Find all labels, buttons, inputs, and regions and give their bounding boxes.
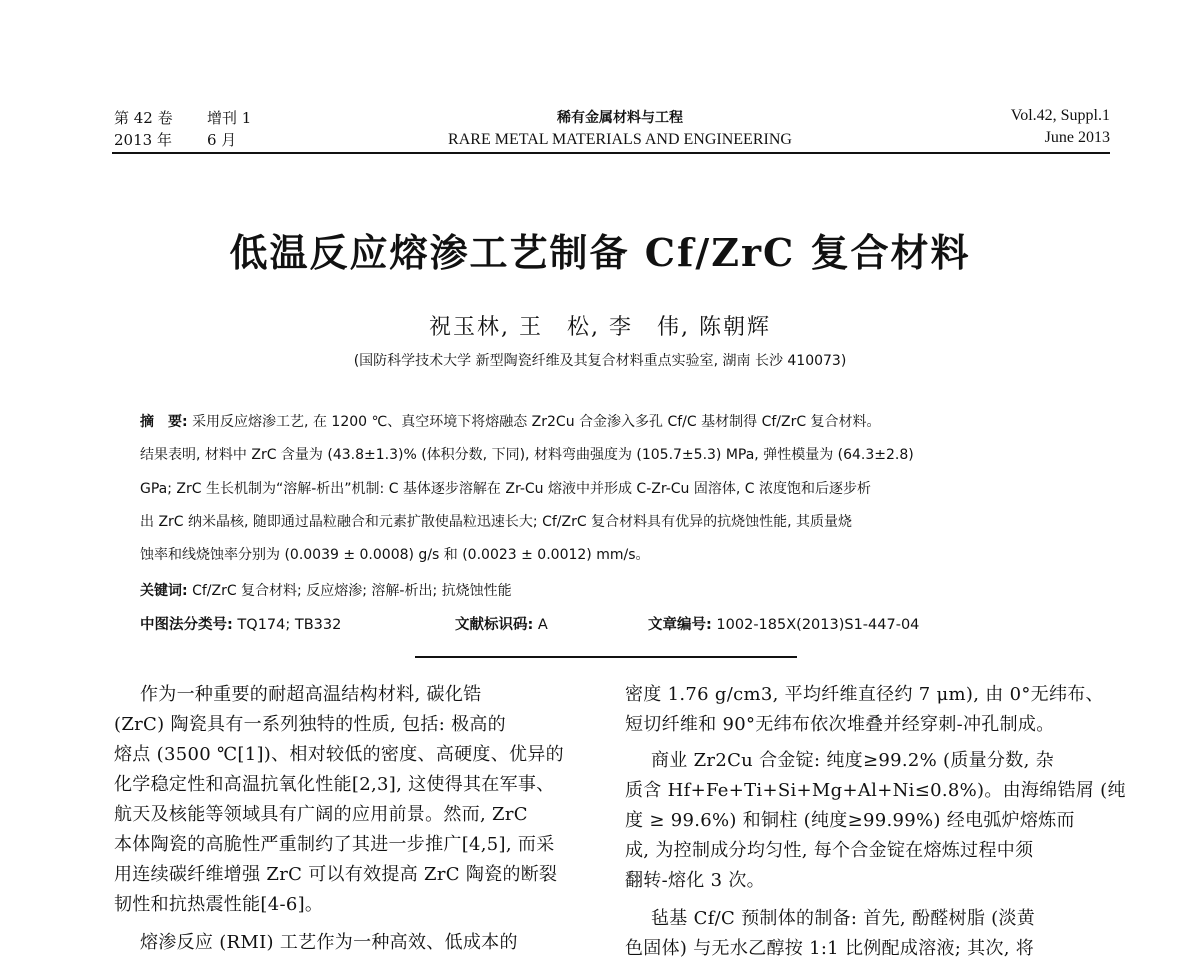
body-line: 作为一种重要的耐超高温结构材料, 碳化锆 (140, 684, 482, 705)
issue-cn: 增刊 1 (207, 109, 252, 127)
body-line: 熔渗反应 (RMI) 工艺作为一种高效、低成本的 (140, 932, 518, 953)
header-rule (112, 152, 1110, 154)
keywords-text: Cf/ZrC 复合材料; 反应熔渗; 溶解-析出; 抗烧蚀性能 (192, 583, 512, 599)
body-line: (ZrC) 陶瓷具有一系列独特的性质, 包括: 极高的 (114, 714, 506, 735)
month-cn: 6 月 (207, 131, 237, 149)
article-label: 文章编号: (648, 617, 712, 633)
abstract-line: 蚀率和线烧蚀率分别为 (0.0039 ± 0.0008) g/s 和 (0.0023 ± 0.0012) mm/s。 (140, 547, 650, 563)
doc-value: A (537, 617, 548, 633)
doc-label: 文献标识码: (455, 617, 534, 633)
body-line: 度 ≥ 99.6%) 和铜柱 (纯度≥99.99%) 经电弧炉熔炼而 (625, 810, 1075, 831)
body-line: 质含 Hf+Fe+Ti+Si+Mg+Al+Ni≤0.8%)。由海绵锆屑 (纯 (625, 780, 1126, 801)
journal-title-en: RARE METAL MATERIALS AND ENGINEERING (448, 131, 792, 148)
body-line: 色固体) 与无水乙醇按 1:1 比例配成溶液; 其次, 将 (625, 938, 1035, 959)
abstract-line: 结果表明, 材料中 ZrC 含量为 (43.8±1.3)% (体积分数, 下同), 材料弯曲强度为 (105.7±5.3) MPa, 弹性模量为 (64.3±2.8) (140, 447, 914, 463)
article-value: 1002-185X(2013)S1-447-04 (716, 617, 920, 633)
abstract-line: 出 ZrC 纳米晶核, 随即通过晶粒融合和元素扩散使晶粒迅速长大; Cf/ZrC 复合材料具有优异的抗烧蚀性能, 其质量烧 (140, 514, 852, 530)
clc-value: TQ174; TB332 (237, 617, 342, 633)
keywords-label: 关键词: (140, 583, 188, 599)
abstract-text: 采用反应熔渗工艺, 在 1200 ℃、真空环境下将熔融态 Zr2Cu 合金渗入多孔 Cf/C 基材制得 Cf/ZrC 复合材料。 (192, 414, 881, 430)
body-line: 毡基 Cf/C 预制体的制备: 首先, 酚醛树脂 (淡黄 (651, 908, 1036, 929)
body-line: 密度 1.76 g/cm3, 平均纤维直径约 7 μm), 由 0°无纬布、 (625, 684, 1104, 705)
body-line: 短切纤维和 90°无纬布依次堆叠并经穿刺-冲孔制成。 (625, 714, 1055, 735)
year-cn: 2013 年 (114, 131, 172, 149)
body-line: 韧性和抗热震性能[4-6]。 (114, 894, 324, 915)
body-line: 用连续碳纤维增强 ZrC 可以有效提高 ZrC 陶瓷的断裂 (114, 864, 558, 885)
author-list: 祝玉林, 王 松, 李 伟, 陈朝辉 (429, 315, 771, 340)
abstract-line (140, 411, 881, 431)
keywords-line (140, 580, 512, 600)
body-line: 本体陶瓷的高脆性严重制约了其进一步推广[4,5], 而采 (114, 834, 555, 855)
body-line: 化学稳定性和高温抗氧化性能[2,3], 这使得其在军事、 (114, 774, 555, 795)
affiliation: (国防科学技术大学 新型陶瓷纤维及其复合材料重点实验室, 湖南 长沙 410073) (353, 353, 847, 369)
body-line: 航天及核能等领域具有广阔的应用前景。然而, ZrC (114, 804, 528, 825)
document-code (455, 613, 548, 634)
abstract-line: GPa; ZrC 生长机制为“溶解-析出”机制: C 基体逐步溶解在 Zr-Cu 熔液中并形成 C-Zr-Cu 固溶体, C 浓度饱和后逐步析 (140, 481, 871, 497)
body-line: 翻转-熔化 3 次。 (625, 870, 765, 891)
journal-title-cn: 稀有金属材料与工程 (557, 110, 683, 126)
abstract-label: 摘 要: (140, 414, 188, 430)
body-line: 成, 为控制成分均匀性, 每个合金锭在熔炼过程中须 (625, 840, 1034, 861)
paper-title: 低温反应熔渗工艺制备 Cf/ZrC 复合材料 (229, 230, 971, 275)
article-number (648, 613, 919, 634)
body-line: 熔点 (3500 ℃[1])、相对较低的密度、高硬度、优异的 (114, 744, 564, 765)
clc-label: 中图法分类号: (140, 617, 233, 633)
body-line: 商业 Zr2Cu 合金锭: 纯度≥99.2% (质量分数, 杂 (651, 750, 1054, 771)
clc-number (140, 613, 341, 634)
section-rule (415, 656, 797, 658)
volume-en: Vol.42, Suppl.1 (1010, 107, 1110, 124)
volume-cn: 第 42 卷 (114, 109, 173, 127)
date-en: June 2013 (1044, 129, 1110, 146)
